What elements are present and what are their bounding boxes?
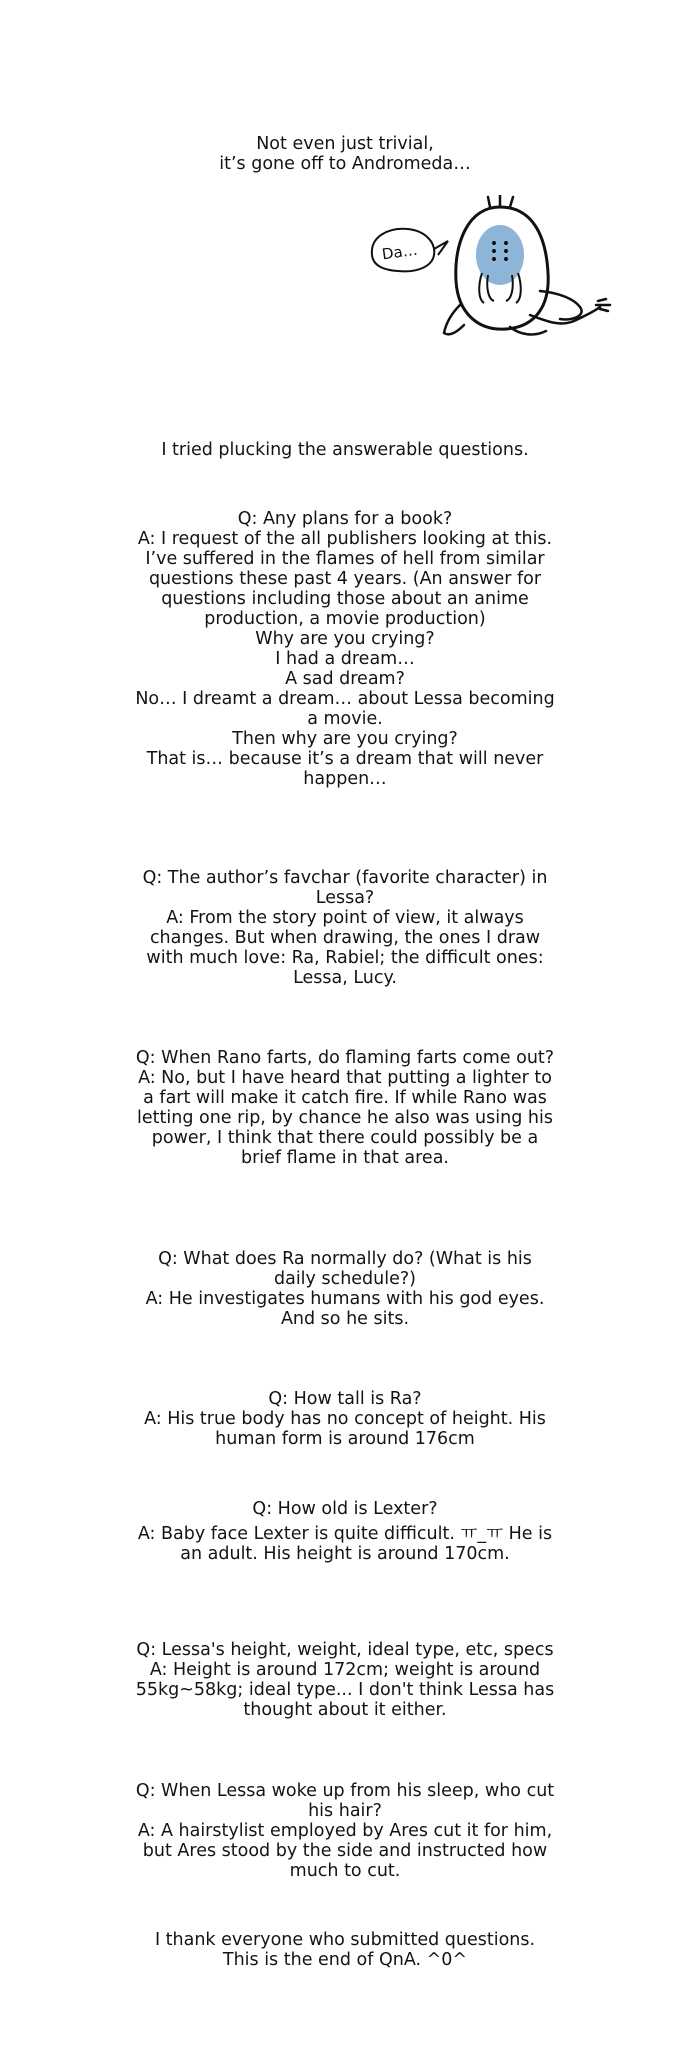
- qna-line: a movie.: [307, 709, 383, 729]
- qna-line: That is… because it’s a dream that will never: [146, 749, 544, 769]
- qna-line: human form is around 176cm: [215, 1429, 475, 1449]
- qna-line: A: A hairstylist employed by Ares cut it for him,: [137, 1821, 553, 1841]
- qna-line: Q: When Rano farts, do flaming farts come out?: [135, 1048, 555, 1068]
- qna-line: Q: What does Ra normally do? (What is his: [158, 1249, 532, 1269]
- qna-block: [0, 1499, 690, 1564]
- character-face: [476, 225, 524, 285]
- qna-line: questions including those about an anime: [161, 589, 529, 609]
- qna-line: production, a movie production): [204, 609, 486, 629]
- qna-block: [0, 1640, 690, 1720]
- opening-caption: [0, 440, 690, 460]
- qna-line: thought about it either.: [243, 1700, 447, 1720]
- qna-line: Q: The author’s favchar (favorite character) in: [142, 868, 548, 888]
- qna-line: A: Height is around 172cm; weight is around: [149, 1660, 541, 1680]
- speech-bubble-text: Da…: [380, 240, 419, 264]
- qna-line: Q: When Lessa woke up from his sleep, who cut: [135, 1781, 555, 1801]
- qna-line: Why are you crying?: [255, 629, 435, 649]
- intro-line: it’s gone off to Andromeda…: [219, 154, 471, 174]
- qna-line: letting one rip, by chance he also was using his: [137, 1108, 553, 1128]
- qna-line: an adult. His height is around 170cm.: [180, 1544, 510, 1564]
- qna-line: a fart will make it catch fire. If while Rano was: [143, 1088, 547, 1108]
- qna-line: changes. But when drawing, the ones I draw: [149, 928, 541, 948]
- qna-line: I had a dream…: [275, 649, 415, 669]
- qna-line: Lessa?: [315, 888, 375, 908]
- qna-block: [0, 1048, 690, 1168]
- qna-line: I’ve suffered in the flames of hell from similar: [145, 549, 545, 569]
- qna-block: [0, 1249, 690, 1329]
- qna-line: with much love: Ra, Rabiel; the difficult ones:: [146, 948, 544, 968]
- qna-block: [0, 1781, 690, 1881]
- character-doodle: [360, 195, 620, 345]
- qna-line: daily schedule?): [273, 1269, 417, 1289]
- closing-line: I thank everyone who submitted questions.: [154, 1930, 536, 1950]
- closing-line: This is the end of QnA. ^0^: [222, 1950, 468, 1970]
- qna-line: happen…: [303, 769, 387, 789]
- qna-line: Then why are you crying?: [232, 729, 458, 749]
- qna-block: [0, 509, 690, 789]
- qna-line: Q: How tall is Ra?: [268, 1389, 422, 1409]
- opening-line: I tried plucking the answerable questions.: [161, 440, 529, 460]
- qna-block: [0, 868, 690, 988]
- qna-line: Q: Lessa's height, weight, ideal type, etc, specs: [136, 1640, 554, 1660]
- antennae-icon: [488, 195, 513, 207]
- qna-line: And so he sits.: [280, 1309, 410, 1329]
- qna-line: power, I think that there could possibly be a: [151, 1128, 539, 1148]
- closing-caption: [0, 1930, 690, 1970]
- intro-line: Not even just trivial,: [256, 134, 434, 154]
- intro-caption: [0, 134, 690, 174]
- qna-line: much to cut.: [289, 1861, 401, 1881]
- qna-line: A sad dream?: [285, 669, 405, 689]
- qna-line: his hair?: [308, 1801, 382, 1821]
- qna-block: [0, 1389, 690, 1449]
- qna-line: brief flame in that area.: [241, 1148, 449, 1168]
- qna-line: Q: Any plans for a book?: [237, 509, 453, 529]
- qna-line: A: I request of the all publishers looking at this.: [137, 529, 553, 549]
- qna-line: A: No, but I have heard that putting a lighter to: [138, 1068, 552, 1088]
- qna-line: A: Baby face Lexter is quite difficult. ㅠ_ㅠ He is: [137, 1524, 553, 1544]
- qna-line: 55kg~58kg; ideal type... I don't think Lessa has: [135, 1680, 555, 1700]
- qna-line: Q: How old is Lexter?: [252, 1499, 438, 1519]
- qna-line: Lessa, Lucy.: [293, 968, 397, 988]
- qna-line: but Ares stood by the side and instructed how: [142, 1841, 548, 1861]
- qna-line: questions these past 4 years. (An answer for: [148, 569, 542, 589]
- speech-bubble: [372, 229, 448, 272]
- qna-line: A: He investigates humans with his god eyes.: [145, 1289, 545, 1309]
- qna-line: A: From the story point of view, it always: [166, 908, 524, 928]
- qna-line: A: His true body has no concept of height. His: [144, 1409, 546, 1429]
- qna-line: No… I dreamt a dream… about Lessa becoming: [135, 689, 555, 709]
